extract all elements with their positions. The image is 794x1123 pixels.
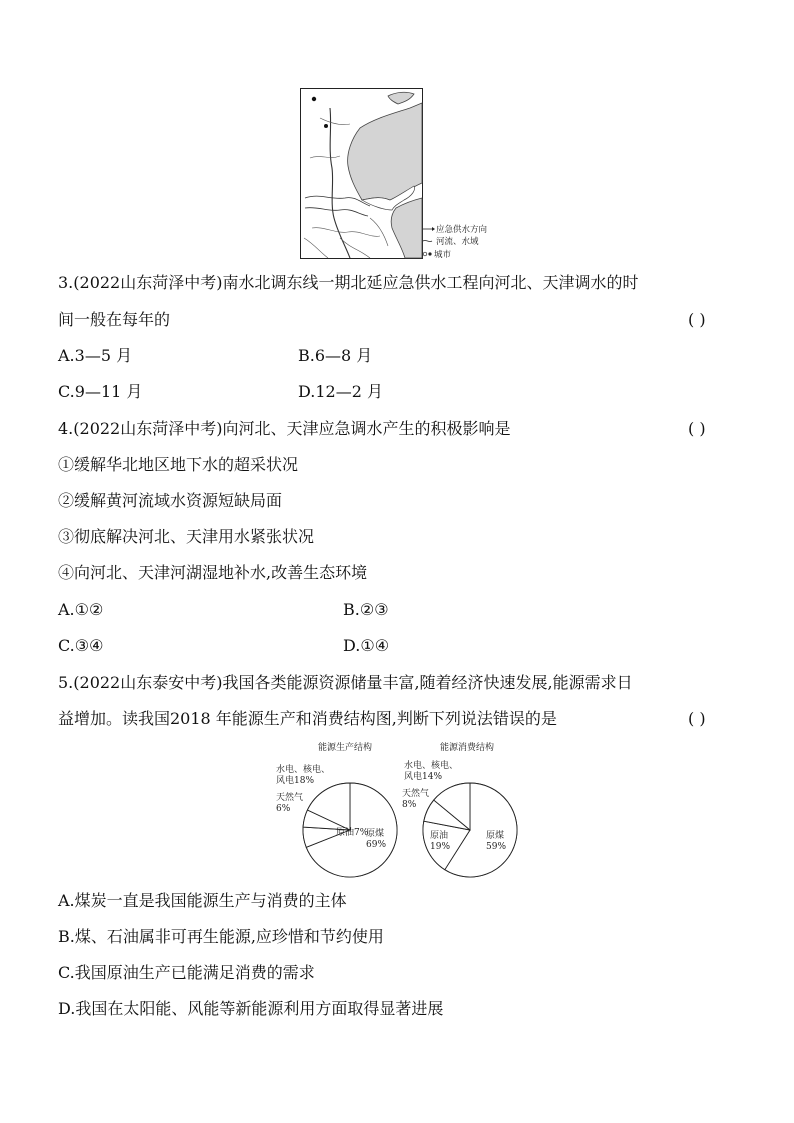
map-legend-river: 河流、水域 <box>436 237 479 247</box>
q4-item-2: ②缓解黄河流域水资源短缺局面 <box>58 491 283 510</box>
q4-option-d[interactable]: D.①④ <box>343 636 390 655</box>
map-svg <box>300 88 488 260</box>
pie-label-0-0-1: 69% <box>366 840 387 850</box>
q3-option-d[interactable]: D.12—2 月 <box>298 382 383 401</box>
map-legend-supply: 应急供水方向 <box>436 225 488 235</box>
q3-option-a[interactable]: A.3—5 月 <box>58 346 133 365</box>
pie-label-0-0-0: 原煤 <box>366 829 385 839</box>
q5-option-c[interactable]: C.我国原油生产已能满足消费的需求 <box>58 963 315 982</box>
pie-consumption-title: 能源消费结构 <box>440 743 495 753</box>
q5-stem-line2: 益增加。读我国2018 年能源生产和消费结构图,判断下列说法错误的是 <box>58 709 557 728</box>
pie-label-0-2-0: 天然气 <box>276 793 304 803</box>
q4-item-4: ④向河北、天津河湖湿地补水,改善生态环境 <box>58 563 368 582</box>
pie-label-1-2-0: 天然气 <box>402 789 430 799</box>
q5-answer-paren: ( ) <box>688 709 706 728</box>
pie-label-1-3-1: 风电14% <box>404 772 443 782</box>
q5-option-d[interactable]: D.我国在太阳能、风能等新能源利用方面取得显著进展 <box>58 999 444 1018</box>
q4-item-1: ①缓解华北地区地下水的超采状况 <box>58 455 299 474</box>
pie-label-1-1-0: 原油 <box>430 831 449 841</box>
q3-stem-line1: 3.(2022山东菏泽中考)南水北调东线一期北延应急供水工程向河北、天津调水的时 <box>58 273 639 292</box>
pie-label-0-3-1: 风电18% <box>276 776 315 786</box>
pie-label-1-1-1: 19% <box>430 842 451 852</box>
q3-option-c[interactable]: C.9—11 月 <box>58 382 143 401</box>
pie-label-0-1-0: 原油7% <box>336 828 369 838</box>
q4-stem: 4.(2022山东菏泽中考)向河北、天津应急调水产生的积极影响是 <box>58 419 511 438</box>
map-legend-city: 城市 <box>434 250 452 260</box>
q4-answer-paren: ( ) <box>688 419 706 438</box>
q5-option-b[interactable]: B.煤、石油属非可再生能源,应珍惜和节约使用 <box>58 927 384 946</box>
q5-stem-line1: 5.(2022山东泰安中考)我国各类能源资源储量丰富,随着经济快速发展,能源需求日 <box>58 673 633 692</box>
pie-label-1-0-0: 原煤 <box>486 831 505 841</box>
energy-pie-charts <box>270 738 530 878</box>
q3-option-b[interactable]: B.6—8 月 <box>298 346 373 365</box>
q4-option-b[interactable]: B.②③ <box>343 600 389 619</box>
pie-label-1-0-1: 59% <box>486 842 507 852</box>
pie-label-0-2-1: 6% <box>276 804 291 814</box>
q4-option-a[interactable]: A.①② <box>58 600 104 619</box>
q4-item-3: ③彻底解决河北、天津用水紧张状况 <box>58 527 315 546</box>
pie-production-title: 能源生产结构 <box>318 743 373 753</box>
pie-label-1-3-0: 水电、核电、 <box>404 761 459 771</box>
q3-answer-paren: ( ) <box>688 310 706 329</box>
q3-stem-line2: 间一般在每年的 <box>58 310 171 329</box>
energy-pie-svg <box>270 738 530 878</box>
pie-label-0-3-0: 水电、核电、 <box>276 765 331 775</box>
pie-label-1-2-1: 8% <box>402 800 417 810</box>
map-figure <box>300 88 488 260</box>
q4-option-c[interactable]: C.③④ <box>58 636 104 655</box>
q5-option-a[interactable]: A.煤炭一直是我国能源生产与消费的主体 <box>58 891 347 910</box>
